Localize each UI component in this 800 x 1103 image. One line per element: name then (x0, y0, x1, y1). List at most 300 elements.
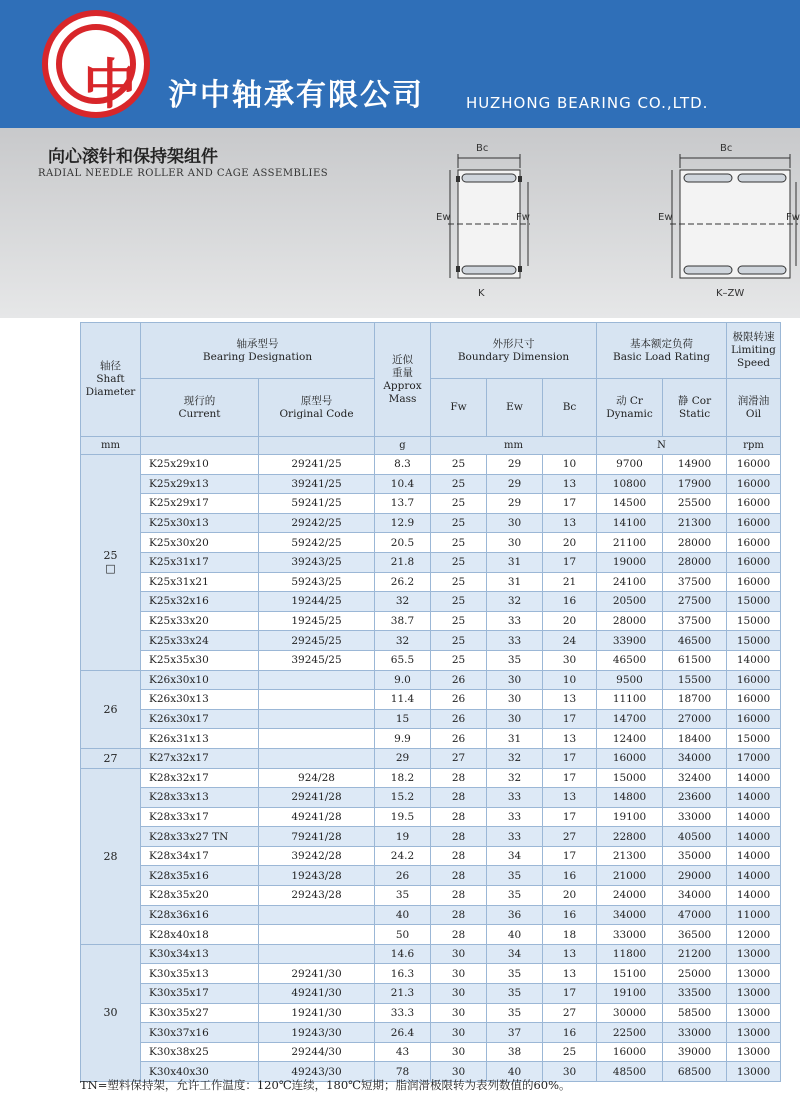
table-row (81, 1003, 781, 1023)
mass-cell: 26.2 (375, 572, 431, 592)
oil-speed-cell: 16000 (727, 670, 781, 690)
mass-cell: 32 (375, 631, 431, 651)
fw-cell: 25 (431, 611, 487, 631)
static-load-cell: 28000 (663, 533, 727, 553)
static-load-cell: 33000 (663, 1023, 727, 1043)
ew-cell: 35 (487, 984, 543, 1004)
table-row (81, 788, 781, 808)
table-row (81, 1042, 781, 1062)
fw-cell: 28 (431, 866, 487, 886)
fw-cell: 28 (431, 807, 487, 827)
shaft-note: □ (105, 562, 116, 576)
header-speed: 极限转速 Limiting Speed (727, 323, 781, 379)
ew-cell: 38 (487, 1042, 543, 1062)
current-code-cell: K30x38x25 (141, 1042, 259, 1062)
mass-cell: 43 (375, 1042, 431, 1062)
mass-cell: 19.5 (375, 807, 431, 827)
oil-speed-cell: 15000 (727, 631, 781, 651)
diagram-k-ew: Ew (436, 212, 451, 223)
current-code-cell: K28x33x13 (141, 788, 259, 808)
ew-cell: 40 (487, 925, 543, 945)
ew-cell: 30 (487, 533, 543, 553)
ew-cell: 33 (487, 788, 543, 808)
dynamic-load-cell: 19100 (597, 984, 663, 1004)
dynamic-load-cell: 11800 (597, 944, 663, 964)
current-code-cell: K25x29x17 (141, 494, 259, 514)
dynamic-load-cell: 12400 (597, 729, 663, 749)
table-row (81, 886, 781, 906)
table-row (81, 533, 781, 553)
table-row (81, 474, 781, 494)
current-code-cell: K28x35x16 (141, 866, 259, 886)
company-name-en: HUZHONG BEARING CO.,LTD. (466, 94, 709, 112)
table-row (81, 807, 781, 827)
fw-cell: 30 (431, 1003, 487, 1023)
current-code-cell: K30x35x13 (141, 964, 259, 984)
bc-cell: 13 (543, 788, 597, 808)
original-code-cell: 29242/25 (259, 513, 375, 533)
oil-speed-cell: 13000 (727, 1003, 781, 1023)
shaft-value: 25 (103, 549, 118, 563)
mass-cell: 24.2 (375, 846, 431, 866)
bc-cell: 17 (543, 768, 597, 788)
oil-speed-cell: 14000 (727, 650, 781, 670)
static-load-cell: 39000 (663, 1042, 727, 1062)
oil-speed-cell: 14000 (727, 846, 781, 866)
ew-cell: 32 (487, 748, 543, 768)
fw-cell: 26 (431, 670, 487, 690)
oil-speed-cell: 15000 (727, 611, 781, 631)
oil-speed-cell: 14000 (727, 827, 781, 847)
ew-cell: 37 (487, 1023, 543, 1043)
oil-speed-cell: 16000 (727, 690, 781, 710)
bc-cell: 30 (543, 1062, 597, 1082)
bc-cell: 24 (543, 631, 597, 651)
fw-cell: 30 (431, 1062, 487, 1082)
current-code-cell: K26x30x17 (141, 709, 259, 729)
fw-cell: 27 (431, 748, 487, 768)
oil-speed-cell: 14000 (727, 886, 781, 906)
current-code-cell: K28x33x17 (141, 807, 259, 827)
dynamic-load-cell: 15000 (597, 768, 663, 788)
static-load-cell: 17900 (663, 474, 727, 494)
bc-cell: 17 (543, 552, 597, 572)
diagram-kzw-bc: Bc (720, 143, 733, 154)
oil-speed-cell: 13000 (727, 1023, 781, 1043)
static-load-cell: 36500 (663, 925, 727, 945)
original-code-cell: 79241/28 (259, 827, 375, 847)
mass-cell: 26 (375, 866, 431, 886)
fw-cell: 28 (431, 846, 487, 866)
dynamic-load-cell: 34000 (597, 905, 663, 925)
static-load-cell: 47000 (663, 905, 727, 925)
ew-cell: 34 (487, 944, 543, 964)
original-code-cell: 19241/30 (259, 1003, 375, 1023)
bc-cell: 20 (543, 533, 597, 553)
dynamic-load-cell: 28000 (597, 611, 663, 631)
current-code-cell: K28x40x18 (141, 925, 259, 945)
bc-cell: 20 (543, 886, 597, 906)
original-code-cell: 39245/25 (259, 650, 375, 670)
oil-speed-cell: 15000 (727, 729, 781, 749)
diagram-kzw (660, 140, 800, 300)
static-load-cell: 35000 (663, 846, 727, 866)
dynamic-load-cell: 19000 (597, 552, 663, 572)
table-row (81, 748, 781, 768)
bc-cell: 17 (543, 807, 597, 827)
table-row (81, 905, 781, 925)
table-row (81, 670, 781, 690)
current-code-cell: K30x34x13 (141, 944, 259, 964)
fw-cell: 26 (431, 690, 487, 710)
original-code-cell (259, 748, 375, 768)
mass-cell: 19 (375, 827, 431, 847)
company-name-cn: 沪中轴承有限公司 (168, 78, 424, 113)
bc-cell: 21 (543, 572, 597, 592)
table-body (81, 455, 781, 1082)
header-mass: 近似 重量 Approx Mass (375, 323, 431, 437)
table-row (81, 944, 781, 964)
table-row (81, 650, 781, 670)
bc-cell: 13 (543, 964, 597, 984)
diagram-k (438, 140, 548, 300)
dynamic-load-cell: 10800 (597, 474, 663, 494)
table-row (81, 690, 781, 710)
dynamic-load-cell: 21100 (597, 533, 663, 553)
ew-cell: 30 (487, 670, 543, 690)
ew-cell: 35 (487, 650, 543, 670)
fw-cell: 28 (431, 768, 487, 788)
dynamic-load-cell: 14800 (597, 788, 663, 808)
mass-cell: 33.3 (375, 1003, 431, 1023)
static-load-cell: 29000 (663, 866, 727, 886)
shaft-value: 30 (103, 1006, 118, 1020)
fw-cell: 30 (431, 964, 487, 984)
bc-cell: 17 (543, 494, 597, 514)
header-cr: 动 Cr Dynamic (597, 379, 663, 437)
bc-cell: 27 (543, 827, 597, 847)
header-fw: Fw (431, 379, 487, 437)
oil-speed-cell: 11000 (727, 905, 781, 925)
fw-cell: 30 (431, 1042, 487, 1062)
mass-cell: 78 (375, 1062, 431, 1082)
fw-cell: 25 (431, 650, 487, 670)
header-ew: Ew (487, 379, 543, 437)
dynamic-load-cell: 22800 (597, 827, 663, 847)
static-load-cell: 18700 (663, 690, 727, 710)
ew-cell: 40 (487, 1062, 543, 1082)
static-load-cell: 37500 (663, 611, 727, 631)
original-code-cell: 39241/25 (259, 474, 375, 494)
ew-cell: 33 (487, 827, 543, 847)
bc-cell: 16 (543, 592, 597, 612)
ew-cell: 32 (487, 592, 543, 612)
oil-speed-cell: 13000 (727, 964, 781, 984)
fw-cell: 30 (431, 944, 487, 964)
current-code-cell: K25x33x20 (141, 611, 259, 631)
original-code-cell: 49243/30 (259, 1062, 375, 1082)
bc-cell: 13 (543, 944, 597, 964)
mass-cell: 12.9 (375, 513, 431, 533)
fw-cell: 25 (431, 455, 487, 475)
dynamic-load-cell: 15100 (597, 964, 663, 984)
current-code-cell: K28x35x20 (141, 886, 259, 906)
oil-speed-cell: 12000 (727, 925, 781, 945)
bc-cell: 27 (543, 1003, 597, 1023)
oil-speed-cell: 16000 (727, 572, 781, 592)
header-bc: Bc (543, 379, 597, 437)
bc-cell: 17 (543, 748, 597, 768)
oil-speed-cell: 14000 (727, 768, 781, 788)
current-code-cell: K28x34x17 (141, 846, 259, 866)
table-row (81, 984, 781, 1004)
oil-speed-cell: 13000 (727, 984, 781, 1004)
original-code-cell (259, 670, 375, 690)
mass-cell: 15 (375, 709, 431, 729)
ew-cell: 33 (487, 807, 543, 827)
original-code-cell (259, 690, 375, 710)
static-load-cell: 34000 (663, 886, 727, 906)
shaft-value: 28 (103, 849, 118, 863)
static-load-cell: 27000 (663, 709, 727, 729)
bc-cell: 13 (543, 513, 597, 533)
original-code-cell: 49241/28 (259, 807, 375, 827)
fw-cell: 25 (431, 494, 487, 514)
shaft-diameter-cell (81, 455, 141, 671)
footnote: TN=塑料保持架，允许工作温度：120℃连续，180℃短期；脂润滑极限转为表列数值的60%。 (80, 1078, 571, 1092)
oil-speed-cell: 16000 (727, 552, 781, 572)
mass-cell: 35 (375, 886, 431, 906)
table-row (81, 572, 781, 592)
oil-speed-cell: 14000 (727, 788, 781, 808)
bearing-spec-table (80, 322, 781, 1082)
ew-cell: 29 (487, 494, 543, 514)
bc-cell: 17 (543, 846, 597, 866)
oil-speed-cell: 16000 (727, 513, 781, 533)
section-title-en: RADIAL NEEDLE ROLLER AND CAGE ASSEMBLIES (38, 168, 329, 179)
bc-cell: 13 (543, 690, 597, 710)
dynamic-load-cell: 21300 (597, 846, 663, 866)
current-code-cell: K26x31x13 (141, 729, 259, 749)
header-oil: 润滑油 Oil (727, 379, 781, 437)
static-load-cell: 23600 (663, 788, 727, 808)
table-header (81, 323, 781, 455)
original-code-cell: 59243/25 (259, 572, 375, 592)
table-row (81, 925, 781, 945)
oil-speed-cell: 16000 (727, 533, 781, 553)
static-load-cell: 61500 (663, 650, 727, 670)
current-code-cell: K30x40x30 (141, 1062, 259, 1082)
static-load-cell: 46500 (663, 631, 727, 651)
mass-cell: 9.9 (375, 729, 431, 749)
fw-cell: 25 (431, 592, 487, 612)
original-code-cell: 59241/25 (259, 494, 375, 514)
table-row (81, 964, 781, 984)
table-row (81, 611, 781, 631)
static-load-cell: 25500 (663, 494, 727, 514)
current-code-cell: K28x33x27 TN (141, 827, 259, 847)
ew-cell: 35 (487, 1003, 543, 1023)
oil-speed-cell: 16000 (727, 474, 781, 494)
table-row (81, 455, 781, 475)
header-cor: 静 Cor Static (663, 379, 727, 437)
bc-cell: 25 (543, 1042, 597, 1062)
original-code-cell: 39242/28 (259, 846, 375, 866)
fw-cell: 26 (431, 709, 487, 729)
unit-speed: rpm (727, 437, 781, 455)
fw-cell: 30 (431, 984, 487, 1004)
fw-cell: 28 (431, 788, 487, 808)
unit-dim: mm (431, 437, 597, 455)
mass-cell: 9.0 (375, 670, 431, 690)
ew-cell: 31 (487, 729, 543, 749)
dynamic-load-cell: 9700 (597, 455, 663, 475)
diagram-k-bc: Bc (476, 143, 489, 154)
original-code-cell: 29245/25 (259, 631, 375, 651)
mass-cell: 40 (375, 905, 431, 925)
table-row (81, 1023, 781, 1043)
header-current: 现行的 Current (141, 379, 259, 437)
oil-speed-cell: 14000 (727, 807, 781, 827)
section-title-cn: 向心滚针和保持架组件 (48, 147, 218, 167)
header-designation: 轴承型号 Bearing Designation (141, 323, 375, 379)
header-shaft: 轴径 Shaft Diameter (81, 323, 141, 437)
mass-cell: 21.3 (375, 984, 431, 1004)
unit-load: N (597, 437, 727, 455)
header-dimension: 外形尺寸 Boundary Dimension (431, 323, 597, 379)
dynamic-load-cell: 11100 (597, 690, 663, 710)
ew-cell: 30 (487, 709, 543, 729)
original-code-cell: 924/28 (259, 768, 375, 788)
fw-cell: 25 (431, 533, 487, 553)
mass-cell: 16.3 (375, 964, 431, 984)
static-load-cell: 33500 (663, 984, 727, 1004)
mass-cell: 50 (375, 925, 431, 945)
table-row (81, 768, 781, 788)
static-load-cell: 40500 (663, 827, 727, 847)
table-row (81, 592, 781, 612)
mass-cell: 38.7 (375, 611, 431, 631)
table-row (81, 827, 781, 847)
current-code-cell: K30x37x16 (141, 1023, 259, 1043)
original-code-cell: 29243/28 (259, 886, 375, 906)
ew-cell: 29 (487, 455, 543, 475)
mass-cell: 14.6 (375, 944, 431, 964)
dynamic-load-cell: 14100 (597, 513, 663, 533)
diagram-kzw-ew: Ew (658, 212, 673, 223)
current-code-cell: K26x30x13 (141, 690, 259, 710)
ew-cell: 33 (487, 631, 543, 651)
dynamic-load-cell: 48500 (597, 1062, 663, 1082)
logo-ring (56, 24, 137, 116)
mass-cell: 26.4 (375, 1023, 431, 1043)
table-row (81, 494, 781, 514)
original-code-cell (259, 944, 375, 964)
fw-cell: 28 (431, 905, 487, 925)
header-load: 基本额定负荷 Basic Load Rating (597, 323, 727, 379)
fw-cell: 26 (431, 729, 487, 749)
fw-cell: 28 (431, 886, 487, 906)
current-code-cell: K28x32x17 (141, 768, 259, 788)
original-code-cell: 29241/30 (259, 964, 375, 984)
bc-cell: 17 (543, 984, 597, 1004)
static-load-cell: 18400 (663, 729, 727, 749)
dynamic-load-cell: 33000 (597, 925, 663, 945)
mass-cell: 15.2 (375, 788, 431, 808)
static-load-cell: 58500 (663, 1003, 727, 1023)
company-logo (42, 10, 150, 118)
unit-mass: g (375, 437, 431, 455)
mass-cell: 11.4 (375, 690, 431, 710)
dynamic-load-cell: 20500 (597, 592, 663, 612)
header-original: 原型号 Original Code (259, 379, 375, 437)
fw-cell: 25 (431, 572, 487, 592)
dynamic-load-cell: 24100 (597, 572, 663, 592)
current-code-cell: K25x30x13 (141, 513, 259, 533)
dynamic-load-cell: 22500 (597, 1023, 663, 1043)
dynamic-load-cell: 19100 (597, 807, 663, 827)
current-code-cell: K25x35x30 (141, 650, 259, 670)
mass-cell: 29 (375, 748, 431, 768)
original-code-cell: 19245/25 (259, 611, 375, 631)
table-row (81, 866, 781, 886)
bc-cell: 10 (543, 455, 597, 475)
original-code-cell (259, 709, 375, 729)
static-load-cell: 68500 (663, 1062, 727, 1082)
dynamic-load-cell: 9500 (597, 670, 663, 690)
ew-cell: 36 (487, 905, 543, 925)
original-code-cell: 59242/25 (259, 533, 375, 553)
mass-cell: 20.5 (375, 533, 431, 553)
table-row (81, 709, 781, 729)
static-load-cell: 28000 (663, 552, 727, 572)
dynamic-load-cell: 46500 (597, 650, 663, 670)
header-band (0, 0, 800, 128)
mass-cell: 32 (375, 592, 431, 612)
diagram-k-caption: K (478, 288, 485, 299)
bc-cell: 13 (543, 474, 597, 494)
bc-cell: 20 (543, 611, 597, 631)
oil-speed-cell: 13000 (727, 1062, 781, 1082)
table-row (81, 513, 781, 533)
current-code-cell: K25x30x20 (141, 533, 259, 553)
ew-cell: 35 (487, 866, 543, 886)
shaft-diameter-cell (81, 670, 141, 748)
static-load-cell: 14900 (663, 455, 727, 475)
oil-speed-cell: 17000 (727, 748, 781, 768)
current-code-cell: K30x35x27 (141, 1003, 259, 1023)
original-code-cell: 49241/30 (259, 984, 375, 1004)
fw-cell: 25 (431, 552, 487, 572)
oil-speed-cell: 15000 (727, 592, 781, 612)
shaft-value: 26 (103, 702, 118, 716)
bc-cell: 18 (543, 925, 597, 945)
dynamic-load-cell: 14500 (597, 494, 663, 514)
mass-cell: 10.4 (375, 474, 431, 494)
static-load-cell: 32400 (663, 768, 727, 788)
ew-cell: 33 (487, 611, 543, 631)
current-code-cell: K25x32x16 (141, 592, 259, 612)
bc-cell: 17 (543, 709, 597, 729)
current-code-cell: K25x33x24 (141, 631, 259, 651)
shaft-value: 27 (103, 751, 118, 765)
ew-cell: 29 (487, 474, 543, 494)
oil-speed-cell: 16000 (727, 494, 781, 514)
current-code-cell: K25x31x21 (141, 572, 259, 592)
dynamic-load-cell: 14700 (597, 709, 663, 729)
mass-cell: 13.7 (375, 494, 431, 514)
ew-cell: 31 (487, 552, 543, 572)
